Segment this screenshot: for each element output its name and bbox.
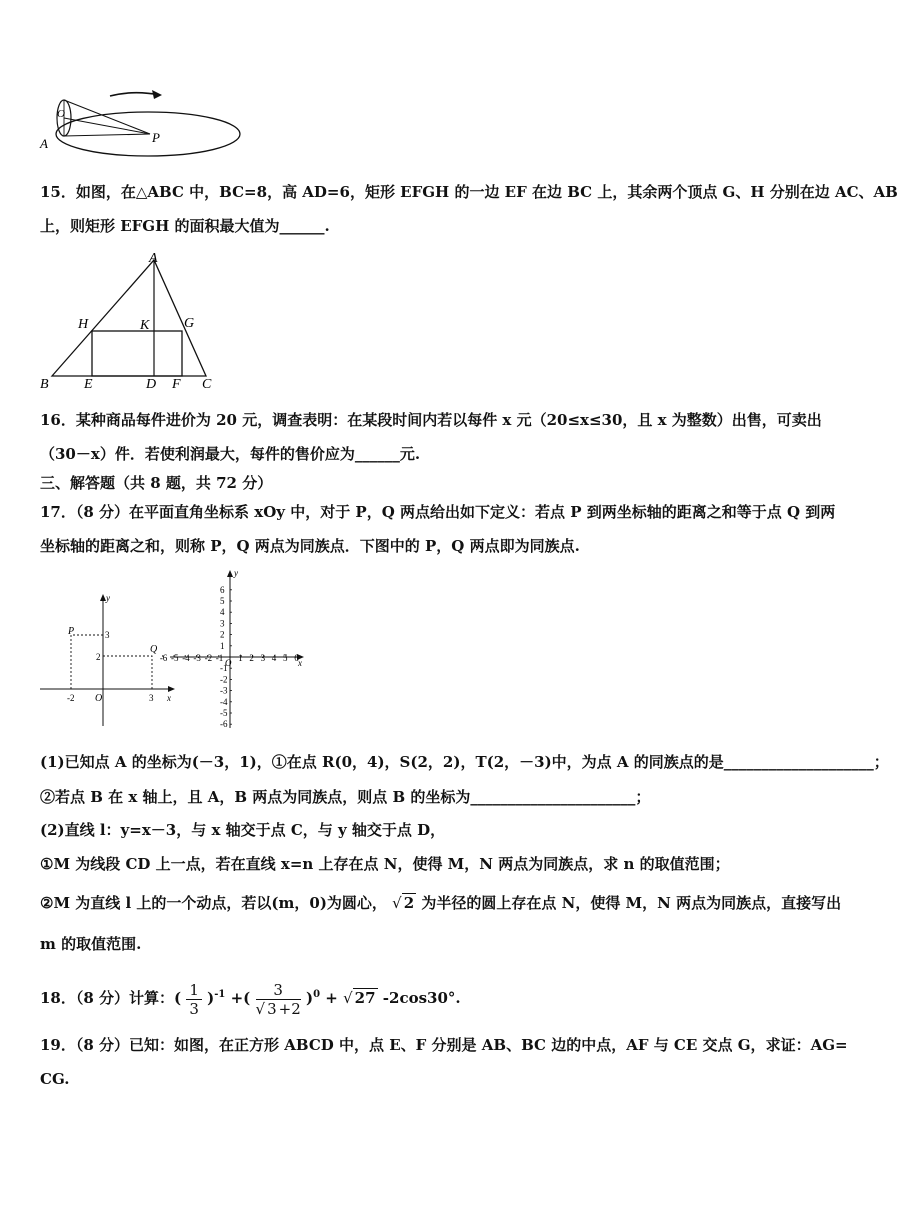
label-x: x	[167, 693, 171, 703]
x-tick-label: 4	[271, 653, 277, 663]
y-tick-label: 5	[220, 596, 225, 606]
y-tick-label: -3	[220, 685, 228, 696]
sqrt2: 2	[403, 894, 415, 912]
q18-expression: 18．（8 分）计算：( $\frac{1}{3}$ )$^{-1}$ +( $\frac{3}{√ 3 +2}$ )$^0$ + √ 27 -2cos30°.	[40, 980, 461, 1018]
y-tick-label: -5	[220, 708, 228, 718]
x-tick-label: 2	[249, 653, 254, 663]
label-f: F	[172, 377, 181, 392]
y-tick-label: 6	[220, 584, 225, 595]
q18-plus1: +(	[230, 989, 251, 1007]
tick-neg2: -2	[67, 693, 75, 703]
y-tick-label: 1	[220, 640, 225, 651]
tick-2: 2	[96, 652, 101, 662]
label-o: O	[225, 658, 232, 668]
q18-plus2: +	[325, 989, 338, 1007]
q17-part1a: (1)已知点 A 的坐标为(－3，1)，①在点 R(0，4)，S(2，2)，T(2，－3)中，为点 A 的同族点的是____________________；	[40, 753, 889, 771]
q17-part2b-line2: m 的取值范围.	[40, 935, 142, 953]
y-tick-label: -6	[220, 719, 228, 730]
y-tick-label: -4	[220, 696, 228, 707]
label-c: C	[202, 377, 212, 392]
x-tick-label: 5	[283, 653, 288, 663]
q17-part2a: ①M 为线段 CD 上一点，若在直线 x=n 上存在点 N，使得 M，N 两点为同族点，求 n 的取值范围；	[40, 855, 730, 873]
tick-3: 3	[105, 630, 110, 640]
x-tick-label: 3	[260, 653, 266, 663]
q19-line2: CG.	[40, 1070, 70, 1088]
sqrt27: 27	[354, 989, 376, 1007]
fraction-one-third: $\frac{1}{3}$	[186, 981, 202, 1018]
fraction-three-over-sqrt3-plus2: $\frac{3}{√ 3 +2}$	[255, 980, 301, 1018]
q18-prefix: 18．（8 分）计算：(	[40, 989, 182, 1007]
q17-part1b: ②若点 B 在 x 轴上，且 A，B 两点为同族点，则点 B 的坐标为______________________；	[40, 788, 651, 806]
x-tick-label: -6	[159, 653, 168, 663]
q17-line2: 坐标轴的距离之和，则称 P，Q 两点为同族点．下图中的 P，Q 两点即为同族点.	[40, 537, 580, 555]
exp-neg1: -1	[214, 989, 226, 1000]
y-tick-label: -1	[220, 663, 228, 674]
label-a: A	[149, 251, 158, 266]
q15-line1: 15．如图，在△ABC 中，BC=8，高 AD=6，矩形 EFGH 的一边 EF 在边 BC 上，其余两个顶点 G、H 分别在边 AC、AB	[40, 183, 898, 201]
label-h: H	[78, 317, 89, 332]
triangle-rectangle-figure	[38, 250, 218, 392]
q15-line2: 上，则矩形 EFGH 的面积最大值为______.	[40, 217, 330, 235]
section-heading: 三、解答题（共 8 题，共 72 分）	[40, 474, 273, 492]
x-tick-label: 6	[294, 653, 299, 663]
label-o: O	[57, 108, 65, 120]
x-tick-label: 1	[238, 653, 243, 663]
x-tick-label: -3	[193, 653, 201, 663]
y-tick-label: 4	[220, 607, 225, 618]
q17-part2b-pre: ②M 为直线 l 上的一个动点，若以(m，0)为圆心，	[40, 894, 387, 912]
label-o: O	[95, 693, 103, 704]
q18-tail: -2cos30°.	[382, 989, 461, 1007]
label-p: P	[68, 626, 75, 637]
label-q: Q	[150, 644, 158, 655]
q19-line1: 19．（8 分）已知：如图，在正方形 ABCD 中，点 E、F 分别是 AB、BC 边的中点，AF 与 CE 交点 G，求证：AG=	[40, 1036, 848, 1054]
y-tick-label: 3	[220, 618, 225, 629]
q17-part2: (2)直线 l：y=x－3，与 x 轴交于点 C，与 y 轴交于点 D，	[40, 821, 446, 839]
tick-x3: 3	[149, 693, 154, 703]
cone-rotation-figure	[38, 86, 248, 158]
label-a: A	[40, 136, 48, 151]
label-y: y	[106, 593, 110, 603]
q16-line1: 16．某种商品每件进价为 20 元，调查表明：在某段时间内若以每件 x 元（20≤x≤30，且 x 为整数）出售，可卖出	[40, 411, 822, 429]
y-tick-label: -2	[220, 674, 228, 685]
q17-line1: 17．（8 分）在平面直角坐标系 xOy 中，对于 P，Q 两点给出如下定义：若点 P 到两坐标轴的距离之和等于点 Q 到两	[40, 503, 836, 521]
label-p: P	[152, 130, 160, 145]
y-axis-arrow	[227, 570, 233, 577]
label-k: K	[140, 318, 150, 333]
label-g: G	[184, 316, 195, 331]
label-b: B	[40, 377, 49, 392]
x-tick-label: -4	[182, 653, 190, 663]
q17-part2b: ②M 为直线 l 上的一个动点，若以(m，0)为圆心， √ 2 为半径的圆上存在点 N，使得 M，N 两点为同族点，直接写出	[40, 894, 842, 912]
y-tick-label: 2	[220, 629, 225, 640]
x-tick-label: -5	[171, 653, 179, 663]
blank-coordinate-axes	[159, 566, 308, 732]
exp-0: 0	[313, 989, 321, 1000]
label-d: D	[146, 377, 157, 392]
x-tick-label: -1	[215, 653, 224, 663]
q16-line2: （30－x）件．若使利润最大，每件的售价应为______元.	[40, 445, 421, 463]
label-x: x	[298, 658, 302, 668]
label-e: E	[84, 377, 93, 392]
q17-part2b-post: 为半径的圆上存在点 N，使得 M，N 两点为同族点，直接写出	[421, 894, 842, 912]
pq-example-graph	[38, 590, 180, 730]
x-tick-label: -2	[204, 653, 213, 663]
label-y: y	[234, 568, 238, 578]
